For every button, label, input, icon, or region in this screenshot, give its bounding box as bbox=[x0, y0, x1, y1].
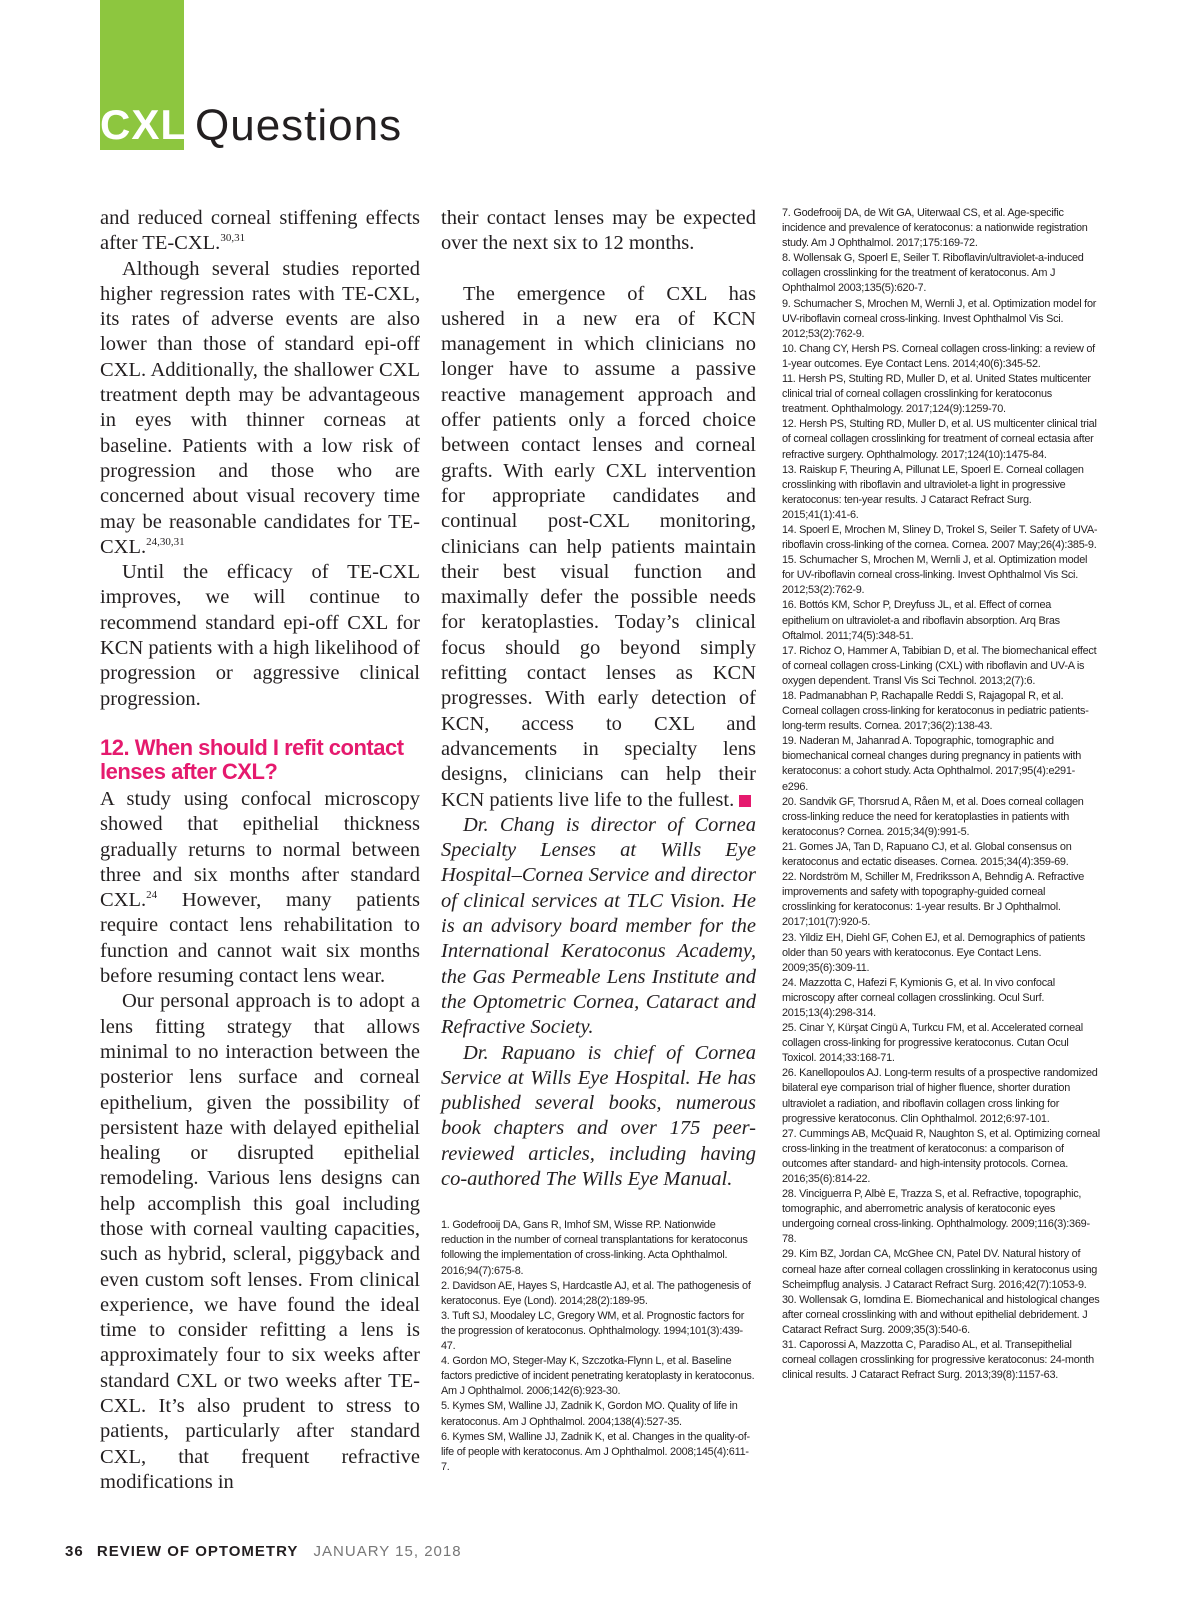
article-column-2 bbox=[441, 206, 756, 1475]
question-heading: 12. When should I refit contact lenses after CXL? bbox=[100, 734, 404, 784]
section-title: Questions bbox=[195, 101, 403, 150]
reference-item: 18. Padmanabhan P, Rachapalle Reddi S, Rajagopal R, et al. Corneal collagen cross-linking for keratoconus in pediatric patients-long-term results. Cornea. 2017;36(2):138-43. bbox=[782, 690, 1089, 733]
reference-item: 1. Godefrooij DA, Gans R, Imhof SM, Wisse RP. Nationwide reduction in the number of corneal transplantations for keratoconus following the implementation of cross-linking. Acta Ophthalmol. 2016;94(7):675-8. bbox=[441, 1219, 748, 1277]
end-mark-icon bbox=[739, 795, 751, 807]
paragraph: Until the efficacy of TE-CXL improves, we will continue to recommend standard epi-off CXL for KCN patients with a high likelihood of progression or aggressive clinical progression. bbox=[100, 561, 420, 710]
article-column-1 bbox=[100, 206, 420, 1495]
paragraph: their contact lenses may be expected over the next six to 12 months. bbox=[441, 207, 756, 255]
reference-item: 16. Bottós KM, Schor P, Dreyfuss JL, et al. Effect of cornea epithelium on ultraviolet-a and riboflavin absorption. Arq Bras Oftalmol. 2011;74(5):348-51. bbox=[782, 599, 1060, 642]
reference-item: 6. Kymes SM, Walline JJ, Zadnik K, et al. Changes in the quality-of-life of people with keratoconus. Am J Ophthalmol. 2008;145(4):611-7. bbox=[441, 1430, 750, 1473]
publication-name: REVIEW OF OPTOMETRY bbox=[96, 1543, 299, 1560]
paragraph: and reduced corneal stiffening effects after TE-CXL.$^{30,31}$ bbox=[100, 207, 420, 255]
reference-item: 23. Yildiz EH, Diehl GF, Cohen EJ, et al. Demographics of patients older than 50 years with keratoconus. Eye Contact Lens. 2009;35(6):309-11. bbox=[782, 931, 1086, 974]
reference-item: 10. Chang CY, Hersh PS. Corneal collagen cross-linking: a review of 1-year outcomes. Eye Contact Lens. 2014;40(6):345-52. bbox=[782, 342, 1095, 370]
reference-item: 15. Schumacher S, Mrochen M, Wernli J, et al. Optimization model for UV-riboflavin corneal cross-linking. Invest Ophthalmol Vis Sci. 2012;53(2):762-9. bbox=[782, 554, 1088, 597]
reference-item: 30. Wollensak G, Iomdina E. Biomechanical and histological changes after corneal crosslinking with and without epithelial debridement. J Cataract Refract Surg. 2009;35(3):540-6. bbox=[782, 1293, 1100, 1336]
reference-item: 31. Caporossi A, Mazzotta C, Paradiso AL, et al. Transepithelial corneal collagen crosslinking for progressive keratoconus: 24-month clinical results. J Cataract Refract Surg. 2013;39(8):1157-63. bbox=[782, 1339, 1094, 1382]
reference-item: 2. Davidson AE, Hayes S, Hardcastle AJ, et al. The pathogenesis of keratoconus. Eye (Lond). 2014;28(2):189-95. bbox=[441, 1279, 751, 1307]
reference-item: 19. Naderan M, Jahanrad A. Topographic, tomographic and biomechanical corneal changes during pregnancy in patients with keratoconus: a cohort study. Acta Ophthalmol. 2017;95(4):e291-e296. bbox=[782, 735, 1082, 793]
paragraph: A study using confocal microscopy showed that epithelial thickness gradually returns to normal between three and six months after standard CXL.$^{24}$ However, many patients require contact lens rehabilitation to function and cannot wait six months before resuming contact lens wear. bbox=[100, 787, 420, 988]
reference-item: 20. Sandvik GF, Thorsrud A, Råen M, et al. Does corneal collagen cross-linking reduce the need for keratoplasties in patients with keratoconus? Cornea. 2015;34(9):991-5. bbox=[782, 795, 1084, 838]
references-list-continued bbox=[782, 206, 1100, 1383]
page-number: 36 bbox=[65, 1543, 84, 1560]
reference-item: 3. Tuft SJ, Moodaley LC, Gregory WM, et al. Prognostic factors for the progression of keratoconus. Ophthalmology. 1994;101(3):439-47. bbox=[441, 1309, 745, 1353]
paragraph: The emergence of CXL has ushered in a new era of KCN management in which clinicians no longer have to assume a passive reactive management approach and offer patients only a forced choice between contact lenses and corneal grafts. With early CXL intervention for appropriate candidates and continual post-CXL monitoring, clinicians can help patients maintain their best visual function and maximally defer the possible needs for keratoplasties. Today’s clinical focus should go beyond simply refitting contact lenses as KCN progresses. With early detection of KCN, access to CXL and advancements in specialty lens designs, clinicians can help their KCN patients live life to the fullest. bbox=[441, 282, 756, 811]
reference-item: 26. Kanellopoulos AJ. Long-term results of a prospective randomized bilateral eye comparison trial of higher fluence, shorter duration ultraviolet a radiation, and riboflavin collagen cross linking for progressive keratoconus. Clin Ophthalmol. 2012;6:97-101. bbox=[782, 1067, 1098, 1125]
author-bio: Dr. Chang is director of Cornea Specialty Lenses at Wills Eye Hospital–Cornea Service and director of clinical services at TLC Vision. He is an advisory board member for the International Keratoconus Academy, the Gas Permeable Lens Institute and the Optometric Cornea, Cataract and Refractive Society. bbox=[441, 813, 756, 1039]
reference-item: 12. Hersh PS, Stulting RD, Muller D, et al. US multicenter clinical trial of corneal collagen crosslinking for treatment of corneal ectasia after refractive surgery. Ophthalmology. 2017;124(10):1475-84. bbox=[782, 418, 1097, 461]
reference-item: 9. Schumacher S, Mrochen M, Wernli J, et al. Optimization model for UV-riboflavin corneal cross-linking. Invest Ophthalmol Vis Sci. 2012;53(2):762-9. bbox=[782, 297, 1097, 340]
reference-item: 4. Gordon MO, Steger-May K, Szczotka-Flynn L, et al. Baseline factors predictive of incident penetrating keratoplasty in keratoconus. Am J Ophthalmol. 2006;142(6):923-30. bbox=[441, 1355, 755, 1398]
author-bio: Dr. Rapuano is chief of Cornea Service at Wills Eye Hospital. He has published several books, numerous book chapters and over 175 peer-reviewed articles, including having co-authored The Wills Eye Manual. bbox=[441, 1041, 756, 1190]
paragraph: Our personal approach is to adopt a lens fitting strategy that allows minimal to no interaction between the posterior lens surface and corneal epithelium, given the possibility of persistent haze with delayed epithelial healing or disrupted epithelial remodeling. Various lens designs can help accomplish this goal including those with corneal vaulting capacities, such as hybrid, scleral, piggyback and even custom soft lenses. From clinical experience, we have found the ideal time to consider refitting a lens is approximately four to six weeks after standard CXL or two weeks after TE-CXL. It’s also prudent to stress to patients, particularly after standard CXL, that frequent refractive modifications in bbox=[100, 990, 420, 1493]
reference-item: 8. Wollensak G, Spoerl E, Seiler T. Riboflavin/ultraviolet-a-induced collagen crosslinking for the treatment of keratoconus. Am J Ophthalmol 2003;135(5):620-7. bbox=[782, 252, 1084, 295]
page-footer bbox=[65, 1543, 462, 1560]
section-tag: CXL bbox=[100, 101, 187, 148]
reference-item: 27. Cummings AB, McQuaid R, Naughton S, et al. Optimizing corneal cross-linking in the treatment of keratoconus: a comparison of outcomes after standard- and high-intensity protocols. Cornea. 2016;35(6):814-22. bbox=[782, 1127, 1100, 1185]
reference-item: 28. Vinciguerra P, Albè E, Trazza S, et al. Refractive, topographic, tomographic, and aberrometric analysis of keratoconic eyes undergoing corneal cross-linking. Ophthalmology. 2009;116(3):369-78. bbox=[782, 1188, 1090, 1246]
reference-item: 7. Godefrooij DA, de Wit GA, Uiterwaal CS, et al. Age-specific incidence and prevalence of keratoconus: a nationwide registration study. Am J Ophthalmol. 2017;175:169-72. bbox=[782, 207, 1088, 250]
issue-date: JANUARY 15, 2018 bbox=[313, 1543, 462, 1560]
reference-item: 11. Hersh PS, Stulting RD, Muller D, et al. United States multicenter clinical trial of corneal collagen crosslinking for keratoconus treatment. Ophthalmology. 2017;124(9):1259-70. bbox=[782, 373, 1091, 416]
paragraph: Although several studies reported higher regression rates with TE-CXL, its rates of adverse events are also lower than those of standard epi-off CXL. Additionally, the shallower CXL treatment depth may be advantageous in eyes with thinner corneas at baseline. Patients with a low risk of progression and those who are concerned about visual recovery time may be reasonable candidates for TE-CXL.$^{24,30,31}$ bbox=[100, 257, 420, 558]
reference-item: 13. Raiskup F, Theuring A, Pillunat LE, Spoerl E. Corneal collagen crosslinking with riboflavin and ultraviolet-a light in progressive keratoconus: ten-year results. J Cataract Refract Surg. 2015;41(1):41-6. bbox=[782, 463, 1084, 521]
references-list bbox=[441, 1218, 756, 1475]
reference-item: 22. Nordström M, Schiller M, Fredriksson A, Behndig A. Refractive improvements and safety with topography-guided corneal crosslinking for keratoconus: 1-year results. Br J Ophthalmol. 2017;101(7):920-5. bbox=[782, 871, 1085, 929]
reference-item: 17. Richoz O, Hammer A, Tabibian D, et al. The biomechanical effect of corneal collagen cross-Linking (CXL) with riboflavin and UV-A is oxygen dependent. Transl Vis Sci Technol. 2013;2(7):6. bbox=[782, 644, 1097, 687]
reference-item: 5. Kymes SM, Walline JJ, Zadnik K, Gordon MO. Quality of life in keratoconus. Am J Ophthalmol. 2004;138(4):527-35. bbox=[441, 1400, 738, 1428]
reference-item: 21. Gomes JA, Tan D, Rapuano CJ, et al. Global consensus on keratoconus and ectatic diseases. Cornea. 2015;34(4):359-69. bbox=[782, 840, 1072, 869]
reference-item: 25. Cinar Y, Kürşat Cingü A, Turkcu FM, et al. Accelerated corneal collagen cross-linking for progressive keratoconus. Cutan Ocul Toxicol. 2014;33:168-71. bbox=[782, 1022, 1083, 1065]
reference-item: 29. Kim BZ, Jordan CA, McGhee CN, Patel DV. Natural history of corneal haze after corneal collagen crosslinking in keratoconus using Scheimpflug analysis. J Cataract Refract Surg. 2016;42(7):1053-9. bbox=[782, 1248, 1098, 1291]
reference-item: 24. Mazzotta C, Hafezi F, Kymionis G, et al. In vivo confocal microscopy after corneal collagen crosslinking. Ocul Surf. 2015;13(4):298-314. bbox=[782, 976, 1055, 1019]
reference-item: 14. Spoerl E, Mrochen M, Sliney D, Trokel S, Seiler T. Safety of UVA-riboflavin cross-linking of the cornea. Cornea. 2007 May;26(4):385-9. bbox=[782, 523, 1098, 552]
